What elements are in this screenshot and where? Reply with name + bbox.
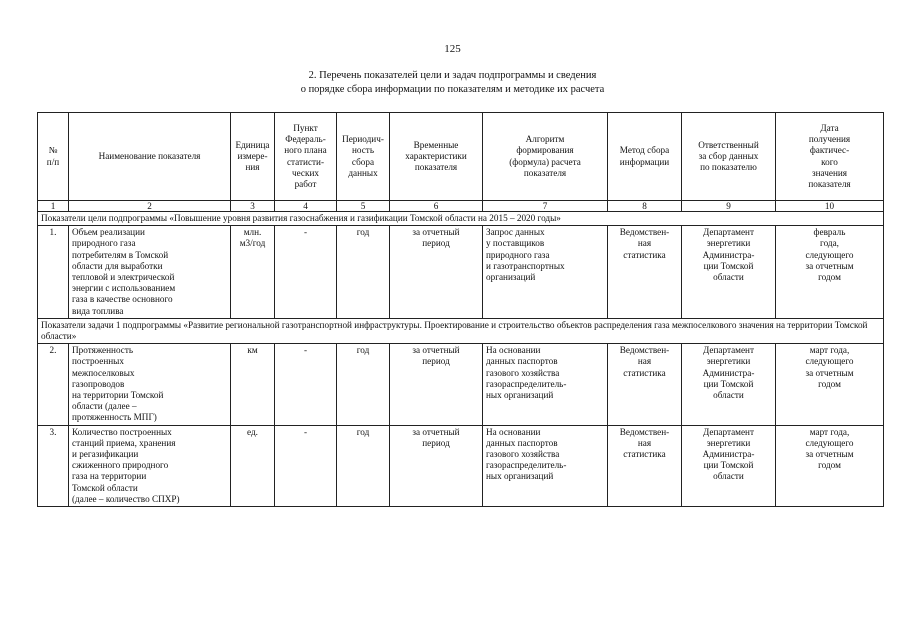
column-number: 8 bbox=[608, 201, 682, 212]
indicator-name: Протяженность построенных межпоселковых газопроводов на территории Томской области (далее – протяженность МПГ) bbox=[69, 344, 231, 425]
header-cell-number: № п/п bbox=[38, 113, 69, 201]
fact-date: март года, следующего за отчетным годом bbox=[776, 344, 884, 425]
collection-method: Ведомствен- ная статистика bbox=[608, 425, 682, 506]
plan-item: - bbox=[275, 344, 337, 425]
header-cell-periodicity: Периодич- ность сбора данных bbox=[337, 113, 390, 201]
algorithm: Запрос данных у поставщиков природного газа и газотранспортных организаций bbox=[483, 226, 608, 319]
algorithm: На основании данных паспортов газового хозяйства газораспределитель- ных организаций bbox=[483, 344, 608, 425]
document-title bbox=[0, 69, 905, 97]
plan-item: - bbox=[275, 226, 337, 319]
indicator-name: Количество построенных станций приема, хранения и регазификации сжиженного природного газа на территории Томской области (далее – количество СПХР) bbox=[69, 425, 231, 506]
indicators-table bbox=[37, 112, 884, 507]
time-characteristics: за отчетный период bbox=[390, 226, 483, 319]
column-number: 4 bbox=[275, 201, 337, 212]
responsible: Департамент энергетики Администра- ции Томской области bbox=[682, 226, 776, 319]
collection-method: Ведомствен- ная статистика bbox=[608, 344, 682, 425]
page-number: 125 bbox=[444, 43, 461, 55]
header-cell-date: Дата получения фактичес- кого значения показателя bbox=[776, 113, 884, 201]
table-row bbox=[38, 344, 884, 425]
unit: ед. bbox=[231, 425, 275, 506]
column-number: 2 bbox=[69, 201, 231, 212]
periodicity: год bbox=[337, 344, 390, 425]
section-row bbox=[38, 318, 884, 343]
section-title: Показатели цели подпрограммы «Повышение уровня развития газоснабжения и газификации Томской области на 2015 – 2020 годы» bbox=[38, 212, 884, 226]
header-cell-plan-item: Пункт Федераль- ного плана статисти- ческих работ bbox=[275, 113, 337, 201]
periodicity: год bbox=[337, 425, 390, 506]
column-number: 10 bbox=[776, 201, 884, 212]
document-title-line-2: о порядке сбора информации по показателям и методике их расчета bbox=[300, 84, 605, 95]
unit: км bbox=[231, 344, 275, 425]
table-row bbox=[38, 425, 884, 506]
header-cell-method: Метод сбора информации bbox=[608, 113, 682, 201]
time-characteristics: за отчетный период bbox=[390, 344, 483, 425]
row-number: 3. bbox=[38, 425, 69, 506]
row-number: 1. bbox=[38, 226, 69, 319]
section-row bbox=[38, 212, 884, 226]
algorithm: На основании данных паспортов газового хозяйства газораспределитель- ных организаций bbox=[483, 425, 608, 506]
column-number: 1 bbox=[38, 201, 69, 212]
plan-item: - bbox=[275, 425, 337, 506]
header-cell-responsible: Ответственный за сбор данных по показателю bbox=[682, 113, 776, 201]
responsible: Департамент энергетики Администра- ции Томской области bbox=[682, 344, 776, 425]
section-title: Показатели задачи 1 подпрограммы «Развитие региональной газотранспортной инфраструктуры. Проектирование и строительство объектов распределения газа межпоселкового значения на территории Томской области» bbox=[38, 318, 884, 343]
header-row bbox=[38, 113, 884, 201]
header-cell-name: Наименование показателя bbox=[69, 113, 231, 201]
periodicity: год bbox=[337, 226, 390, 319]
header-cell-time-characteristics: Временные характеристики показателя bbox=[390, 113, 483, 201]
row-number: 2. bbox=[38, 344, 69, 425]
collection-method: Ведомствен- ная статистика bbox=[608, 226, 682, 319]
unit: млн. м3/год bbox=[231, 226, 275, 319]
column-number: 3 bbox=[231, 201, 275, 212]
column-number: 9 bbox=[682, 201, 776, 212]
column-number-row bbox=[38, 201, 884, 212]
header-cell-unit: Единица измере- ния bbox=[231, 113, 275, 201]
column-number: 7 bbox=[483, 201, 608, 212]
header-cell-algorithm: Алгоритм формирования (формула) расчета показателя bbox=[483, 113, 608, 201]
document-title-line-1: 2. Перечень показателей цели и задач подпрограммы и сведения bbox=[308, 70, 597, 81]
column-number: 6 bbox=[390, 201, 483, 212]
fact-date: февраль года, следующего за отчетным годом bbox=[776, 226, 884, 319]
time-characteristics: за отчетный период bbox=[390, 425, 483, 506]
fact-date: март года, следующего за отчетным годом bbox=[776, 425, 884, 506]
responsible: Департамент энергетики Администра- ции Томской области bbox=[682, 425, 776, 506]
indicator-name: Объем реализации природного газа потребителям в Томской области для выработки тепловой и электрической энергии с использованием газа в качестве основного вида топлива bbox=[69, 226, 231, 319]
table-row bbox=[38, 226, 884, 319]
column-number: 5 bbox=[337, 201, 390, 212]
